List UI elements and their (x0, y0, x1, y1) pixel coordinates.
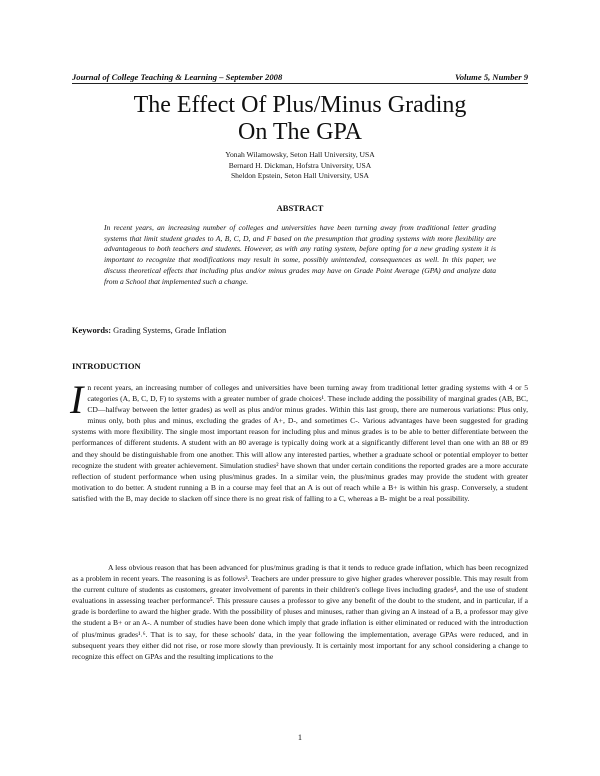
paragraph-1-text: n recent years, an increasing number of colleges and universities have been turning away from traditional letter grading systems with 4 or 5 categories (A, B, C, D, F) to systems with a greater number of grade choices¹. These include adding the possibility of marginal grades (AB, BC, CD—halfway between the letter grades) as well as plus and/or minus grades. Within this last group, there are numerous variations: Plus only, minus only, both plus and minus, excluding the grades of A+, D-, and sometimes C-. Various advantages have been suggested for grading systems with more flexibility. The single most important reason for including plus and minus grades is to be able to better differentiate between the performances of different students. A student with an 80 average is typically doing work at a significantly different level than one with an 88 or 89 and they should be distinguishable from one another. This will allow any interested parties, whether a graduate school or potential employer to better recognize the student with greater achievement. Simulation studies² have shown that under certain conditions the reported grades are a more accurate reflection of student performance when using plus/minus grades. In a similar vein, the plus/minus grades may provide the student with greater motivation to do better. A student running a B in a course may feel that an A is out of reach while a B+ is within his grasp. Conversely, a student satisfied with the B, may decide to slacken off since there is no great risk of falling to a C, whereas a B- might be a real possibility. (72, 383, 528, 503)
keywords-text: Grading Systems, Grade Inflation (111, 326, 227, 335)
volume-number: Volume 5, Number 9 (454, 72, 528, 82)
title-line-2: On The GPA (237, 119, 363, 145)
title-line-1: The Effect Of Plus/Minus Grading (133, 92, 467, 118)
running-header (72, 72, 528, 82)
author-list (72, 150, 528, 182)
abstract-heading: ABSTRACT (276, 203, 324, 213)
keywords-line (72, 326, 528, 335)
author-3: Sheldon Epstein, Seton Hall University, USA (230, 171, 370, 181)
paper-title (72, 92, 528, 146)
introduction-paragraph-2: A less obvious reason that has been advanced for plus/minus grading is that it tends to reduce grade inflation, which has been recognized as a problem in recent years. The reasoning is as follows³. Teachers are under pressure to give higher grades wherever possible. This may result from the current culture of students as customers, greater involvement of parents in their children's college lives including grades⁴, and the use of student evaluations in assessing teacher performance⁵. This pressure causes a professor to give any benefit of the doubt to the student, and in particular, if a grade is borderline to award the higher grade. With the possibility of pluses and minuses, rather than giving an A instead of a B, a professor may give the student a B+ or an A-. A number of studies have been done which imply that grade inflation is either eliminated or reduced with the introduction of plus/minus grades¹˒⁶. That is to say, for these schools' data, in the year following the implementation, average GPAs were reduced, and in subsequent years they either did not rise, or rose more slowly than previously. It is certainly most important for any school considering a change to recognize this effect on GPAs and the resulting implications to the (72, 563, 528, 661)
drop-cap: I (70, 377, 84, 422)
abstract-text: In recent years, an increasing number of colleges and universities have been turning away from traditional letter grading systems that limit student grades to A, B, C, D, and F based on the presumption that grading systems with more flexibility are advantageous to both teachers and students. However, as with any rating system, before opting for a new grading system it is important to recognize that modifications may result in some, possibly unintended, consequences as well. In this paper, we discuss theoretical effects that including plus and/or minus grades may have on Grade Point Average (GPA) and analyze data from a School that implemented such a change. (104, 223, 496, 286)
introduction-heading: INTRODUCTION (72, 361, 141, 371)
header-rule (72, 83, 528, 84)
introduction-paragraph-1 (70, 377, 528, 504)
journal-name: Journal of College Teaching & Learning – September 2008 (72, 72, 283, 82)
page-number: 1 (297, 733, 303, 742)
author-2: Bernard H. Dickman, Hofstra University, USA (228, 160, 372, 170)
author-1: Yonah Wilamowsky, Seton Hall University, USA (225, 150, 375, 159)
keywords-label: Keywords: (72, 326, 112, 335)
